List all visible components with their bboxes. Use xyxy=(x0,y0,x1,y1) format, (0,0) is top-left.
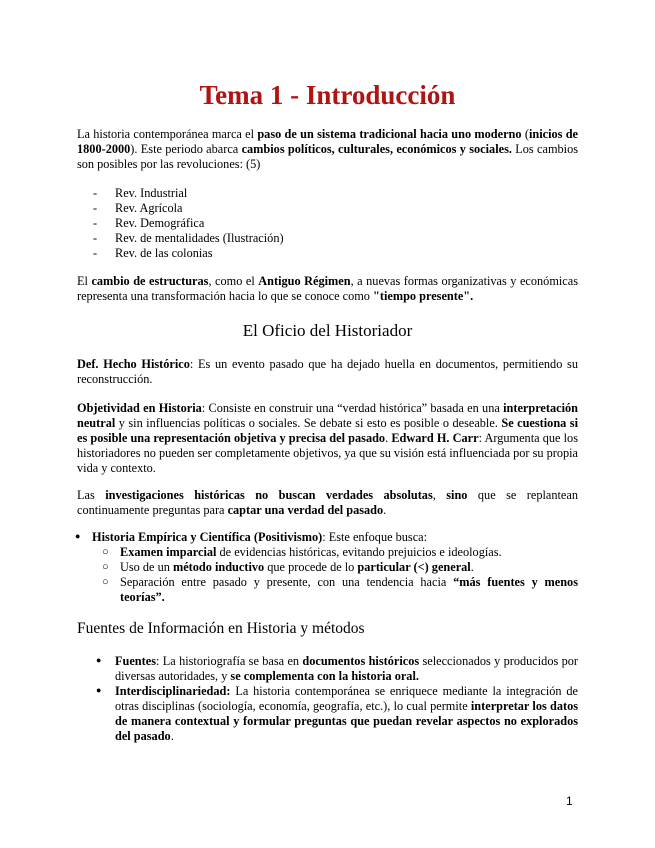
text-run: . xyxy=(385,431,392,445)
interdisciplinary-item xyxy=(115,684,578,744)
bold-run: Examen imparcial xyxy=(120,545,217,559)
page-number: 1 xyxy=(566,794,573,808)
text-run: : La historiografía se basa en xyxy=(156,654,303,668)
text-run: Uso de un xyxy=(120,560,173,574)
bold-run: Edward H. Carr xyxy=(391,431,479,445)
list-item-text: Rev. de mentalidades (Ilustración) xyxy=(115,231,284,245)
text-run: que procede de lo xyxy=(264,560,358,574)
text-run: , a nuevas formas organizativas y económicas representa una transformación hacia lo que se conoce como xyxy=(77,274,579,303)
bold-run: cambios políticos, culturales, económicos y sociales. xyxy=(241,142,512,156)
bold-run: Fuentes xyxy=(115,654,156,668)
bold-run: Objetividad en Historia xyxy=(77,401,202,415)
intro-paragraph xyxy=(77,127,578,172)
circle-bullet-icon: ○ xyxy=(102,576,109,588)
bold-run: “más fuentes y menos teorías”. xyxy=(120,575,578,604)
text-run: . xyxy=(383,503,387,517)
sub-list-item xyxy=(102,575,578,605)
bold-run: método inductivo xyxy=(172,560,265,574)
text-run: : Este enfoque busca: xyxy=(322,530,428,544)
sub-list-item xyxy=(102,560,578,575)
bold-run: Antiguo Régimen xyxy=(258,274,351,288)
text-run: , xyxy=(432,488,447,502)
list-item: - Rev. de las colonias xyxy=(93,246,213,260)
text-run: . xyxy=(470,560,474,574)
text-run: : Consiste en construir una “verdad histórica” basada en una xyxy=(201,401,504,415)
text-run: ( xyxy=(521,127,529,141)
list-item: - Rev. Industrial xyxy=(93,186,188,200)
bullet-icon: ● xyxy=(96,655,102,665)
bold-run: Def. Hecho Histórico xyxy=(77,357,190,371)
bold-run: investigaciones históricas no buscan verdades absolutas xyxy=(105,488,433,502)
text-run: : Es un evento pasado que ha dejado huella en documentos, permitiendo su reconstrucción. xyxy=(77,357,578,386)
bold-run: "tiempo presente". xyxy=(373,289,474,303)
list-item: - Rev. de mentalidades (Ilustración) xyxy=(93,231,284,245)
bold-run: se complementa con la historia oral. xyxy=(230,669,419,683)
circle-bullet-icon: ○ xyxy=(102,546,109,558)
list-item: - Rev. Agrícola xyxy=(93,201,183,215)
definition-paragraph xyxy=(77,357,578,387)
bold-run: particular (<) general xyxy=(357,560,471,574)
positivism-sublist xyxy=(102,545,578,605)
text-run: de evidencias históricas, evitando prejuicios e ideologías. xyxy=(216,545,502,559)
structure-paragraph xyxy=(77,274,578,304)
section-heading: Fuentes de Información en Historia y métodos xyxy=(77,620,365,637)
bold-run: documentos históricos xyxy=(302,654,420,668)
investigations-paragraph xyxy=(77,488,578,518)
list-item: - Rev. Demográfica xyxy=(93,216,205,230)
revolutions-list xyxy=(93,186,284,261)
text-run: seleccionados y producidos por diversas autoridades, y xyxy=(115,654,578,683)
text-run: : Argumenta que los historiadores no pueden ser completamente objetivos, ya que su visión está influenciada por su propia vida y contexto. xyxy=(77,431,578,475)
positivism-item xyxy=(92,530,578,545)
bullet-icon: ● xyxy=(96,685,102,695)
section-heading: El Oficio del Historiador xyxy=(242,321,413,340)
objectivity-paragraph xyxy=(77,401,578,476)
list-item-text: Rev. de las colonias xyxy=(115,246,213,260)
bold-run: paso de un sistema tradicional hacia uno moderno xyxy=(257,127,522,141)
text-run: El xyxy=(77,274,92,288)
bold-run: captar una verdad del pasado xyxy=(227,503,384,517)
list-item-text: Rev. Demográfica xyxy=(115,216,205,230)
text-run: y sin influencias políticas o sociales. Se debate si esto es posible o deseable. xyxy=(115,416,502,430)
page-title: Tema 1 - Introducción xyxy=(199,80,456,110)
text-run: que se replantean continuamente preguntas para xyxy=(77,488,578,517)
sub-list-item xyxy=(102,545,578,560)
bold-run: sino xyxy=(446,488,468,502)
text-run: ). Este periodo abarca xyxy=(130,142,242,156)
bold-run: interpretación neutral xyxy=(77,401,578,430)
text-run: , como el xyxy=(208,274,259,288)
list-item-text: Rev. Industrial xyxy=(115,186,188,200)
text-run: Los cambios son posibles por las revoluciones: (5) xyxy=(77,142,579,171)
text-run: La historia contemporánea se enriquece mediante la integración de otras disciplinas (sociología, economía, geografía, etc.), lo cual permite xyxy=(115,684,578,713)
sources-item xyxy=(115,654,578,684)
bold-run: Se cuestiona si es posible una representación objetiva y precisa del pasado xyxy=(77,416,578,445)
bold-run: inicios de 1800-2000 xyxy=(77,127,579,156)
bold-run: cambio de estructuras xyxy=(91,274,209,288)
list-item-text: Rev. Agrícola xyxy=(115,201,183,215)
text-run: La historia contemporánea marca el xyxy=(77,127,258,141)
bold-run: Interdisciplinariedad: xyxy=(115,684,231,698)
text-run: Separación entre pasado y presente, con una tendencia hacia xyxy=(120,575,454,589)
text-run: . xyxy=(170,729,174,743)
text-run: Las xyxy=(77,488,106,502)
bold-run: interpretar los datos de manera contextual y formular preguntas que puedan revelar aspectos no explorados del pasado xyxy=(115,699,579,743)
bullet-icon: ● xyxy=(75,531,81,541)
bold-run: Historia Empírica y Científica (Positivismo) xyxy=(92,530,323,544)
circle-bullet-icon: ○ xyxy=(102,561,109,573)
